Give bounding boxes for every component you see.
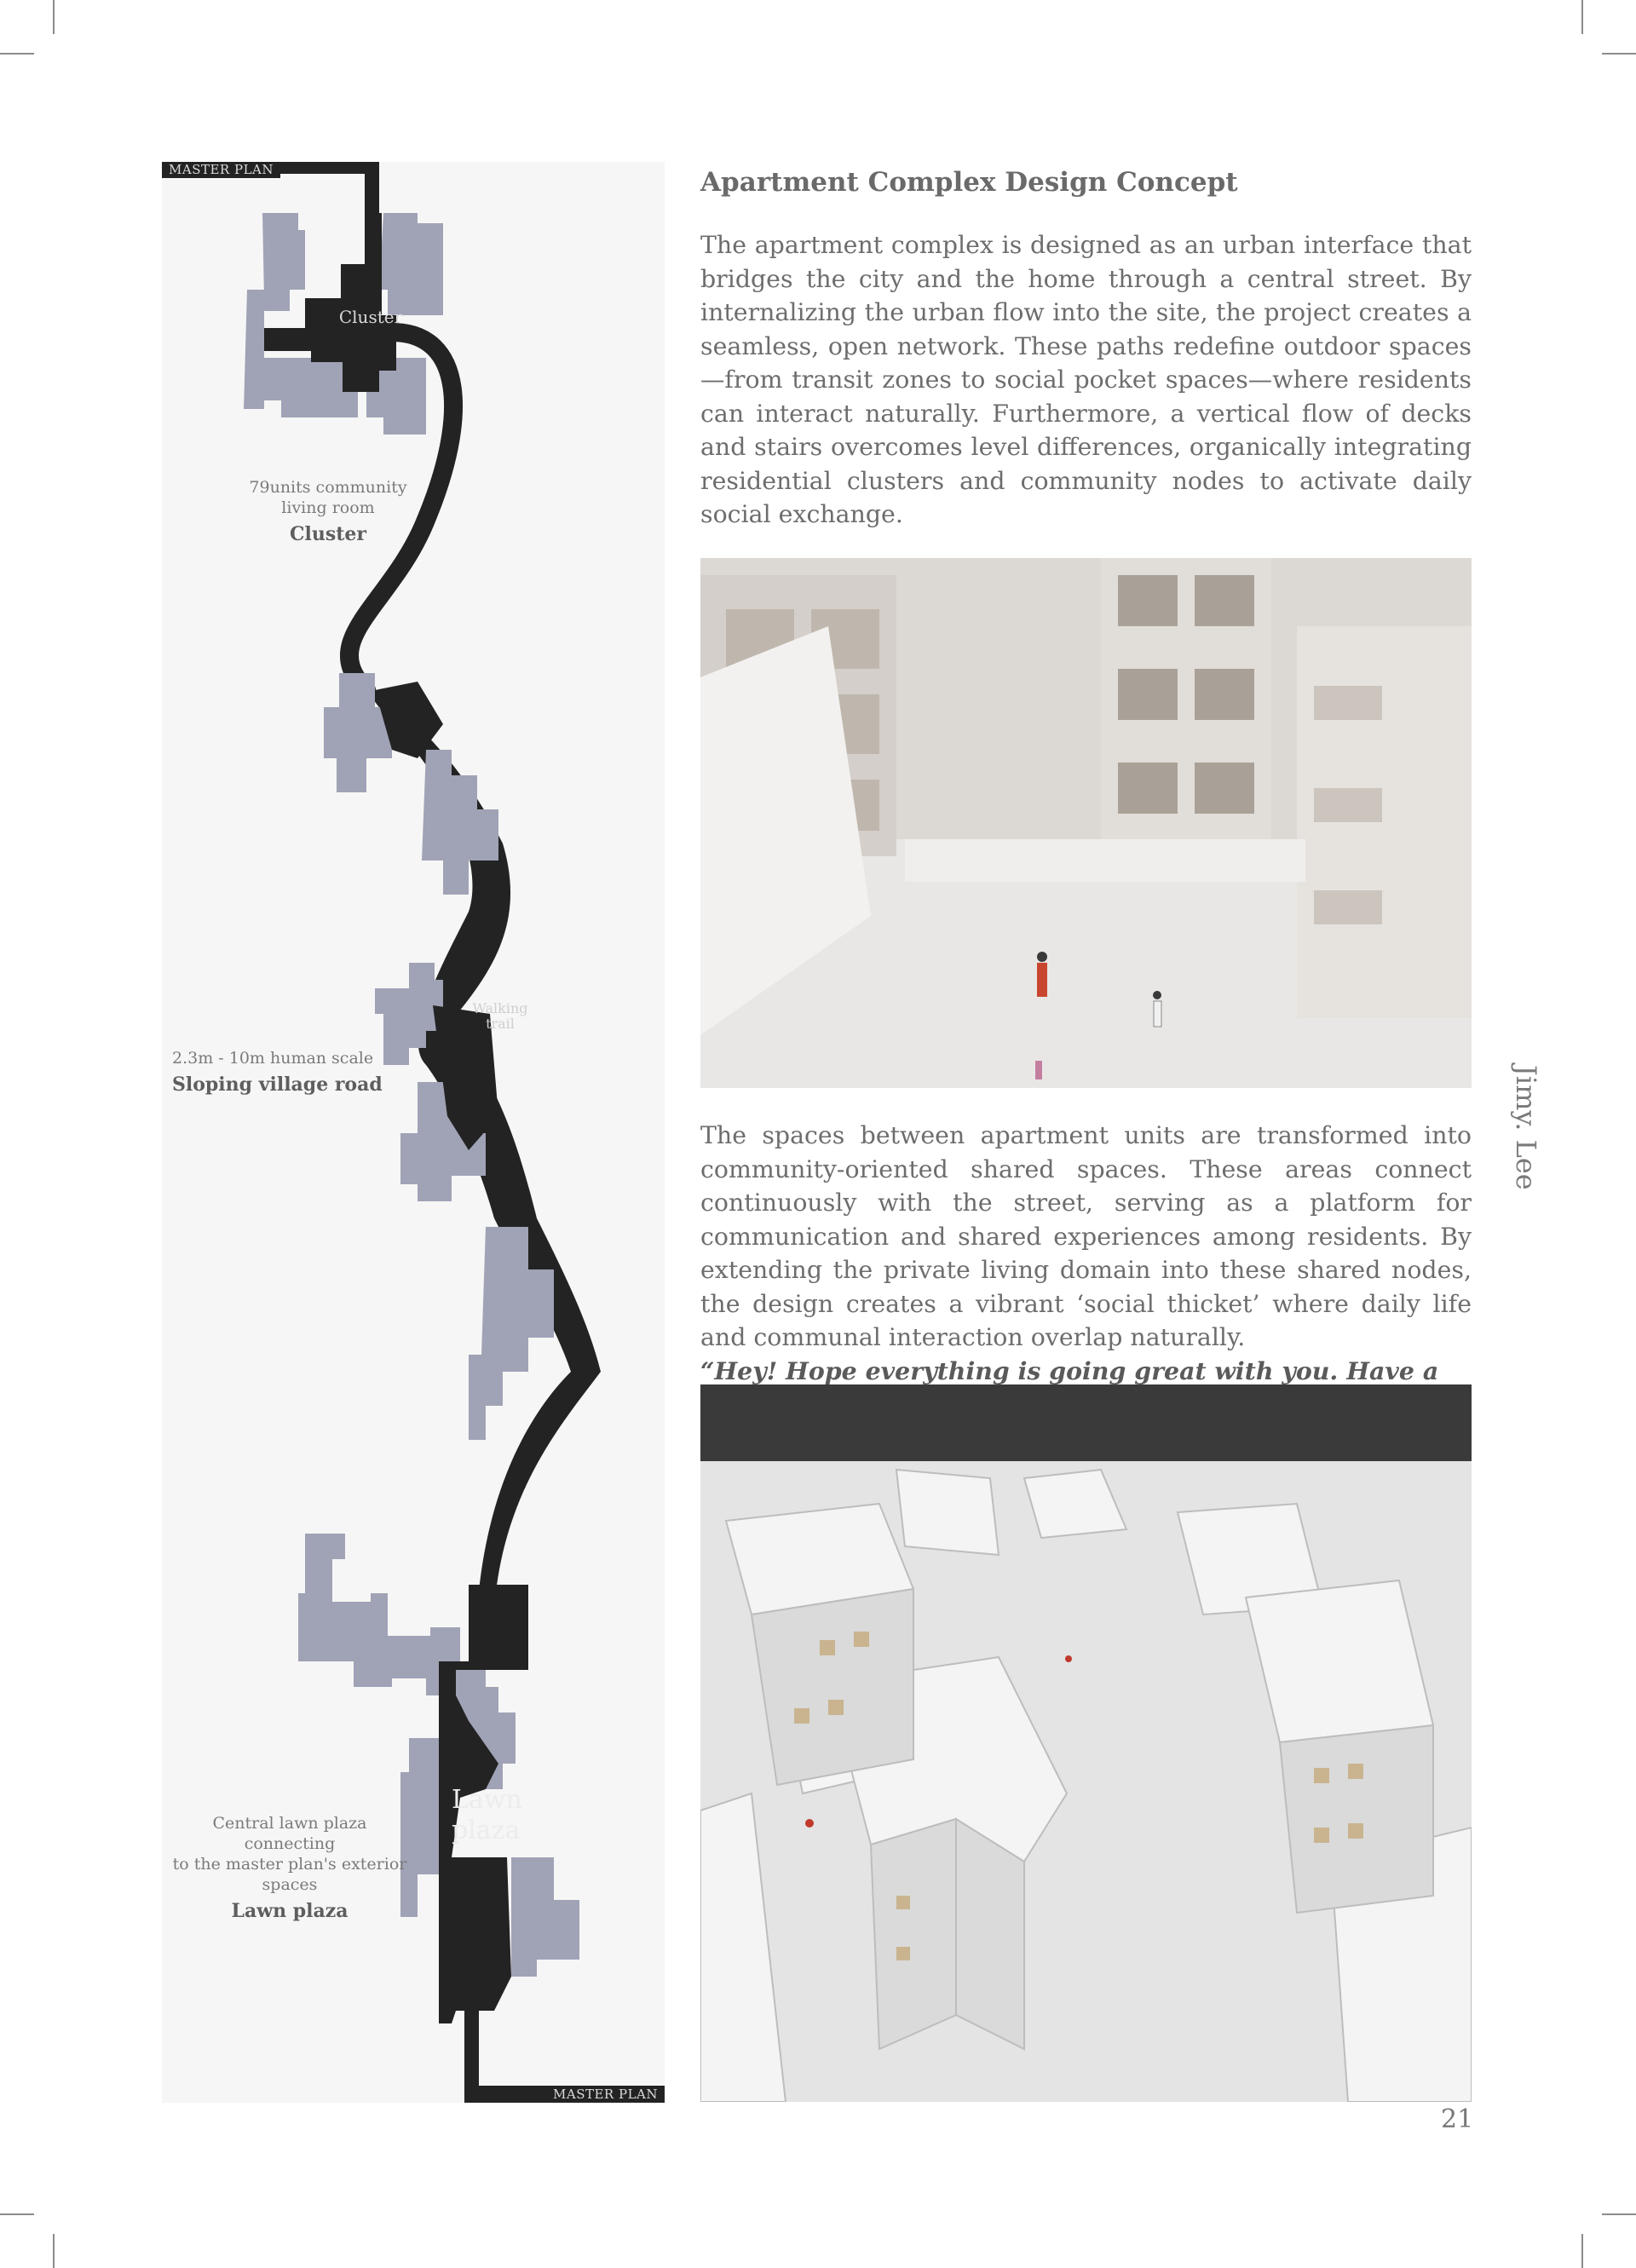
cluster-note-text: 79units community living room: [249, 478, 407, 517]
lawn-note-text: Central lawn plaza connecting to the master plan's exterior spaces: [172, 1814, 407, 1894]
road-note-text: 2.3m - 10m human scale: [172, 1049, 374, 1068]
article-paragraph-1: The apartment complex is designed as an urban interface that bridges the city and the home through a central street. By internalizing the urban flow into the site, the project creates a seamless, open network. These paths redefine outdoor spaces—from transit zones to social pocket spaces—where residents can interact naturally. Furthermore, a vertical flow of decks and stairs overcomes level differences, organically integrating residential clusters and community nodes to activate daily social exchange.: [700, 231, 1472, 528]
model-photo-aerial-view-image: [700, 1384, 1472, 2102]
walking-trail-label: Walking trail: [472, 1000, 528, 1032]
master-plan-top-tag: MASTER PLAN: [162, 162, 280, 178]
paragraph-2-text: The spaces between apartment units are transformed into community-oriented shared spaces. These areas connect continuously with the street, serving as a platform for communication and shared experiences among residents. By extending the private living domain into these shared nodes, the design creates a vibrant ‘social thicket’ where daily life and communal interaction overlap naturally.: [700, 1121, 1472, 1351]
cluster-note: [222, 457, 435, 567]
cluster-inner-label: Cluster: [338, 307, 403, 327]
article-heading: Apartment Complex Design Concept: [700, 167, 1238, 198]
master-plan-panel: [162, 162, 665, 2103]
author-name: Jimy. Lee: [1510, 1065, 1542, 1190]
cluster-note-title: Cluster: [290, 523, 366, 545]
master-plan-bottom-tag: MASTER PLAN: [546, 2086, 665, 2103]
lawn-note-title: Lawn plaza: [231, 1900, 349, 1922]
model-photo-street-view-image: [700, 558, 1472, 1088]
lawn-plaza-inner-label: Lawn plaza: [452, 1785, 522, 1845]
road-note: [162, 1028, 411, 1118]
model-photo-street-view: [700, 558, 1472, 1088]
page-number: 21: [1441, 2104, 1474, 2134]
road-note-title: Sloping village road: [172, 1074, 383, 1096]
lawn-note: [170, 1793, 409, 1944]
article-paragraph-2: [700, 1119, 1472, 1422]
model-photo-aerial-view: [700, 1384, 1472, 2102]
resident-quote: “Hey! Hope everything is going great with you. Have a: [700, 1356, 1439, 1385]
